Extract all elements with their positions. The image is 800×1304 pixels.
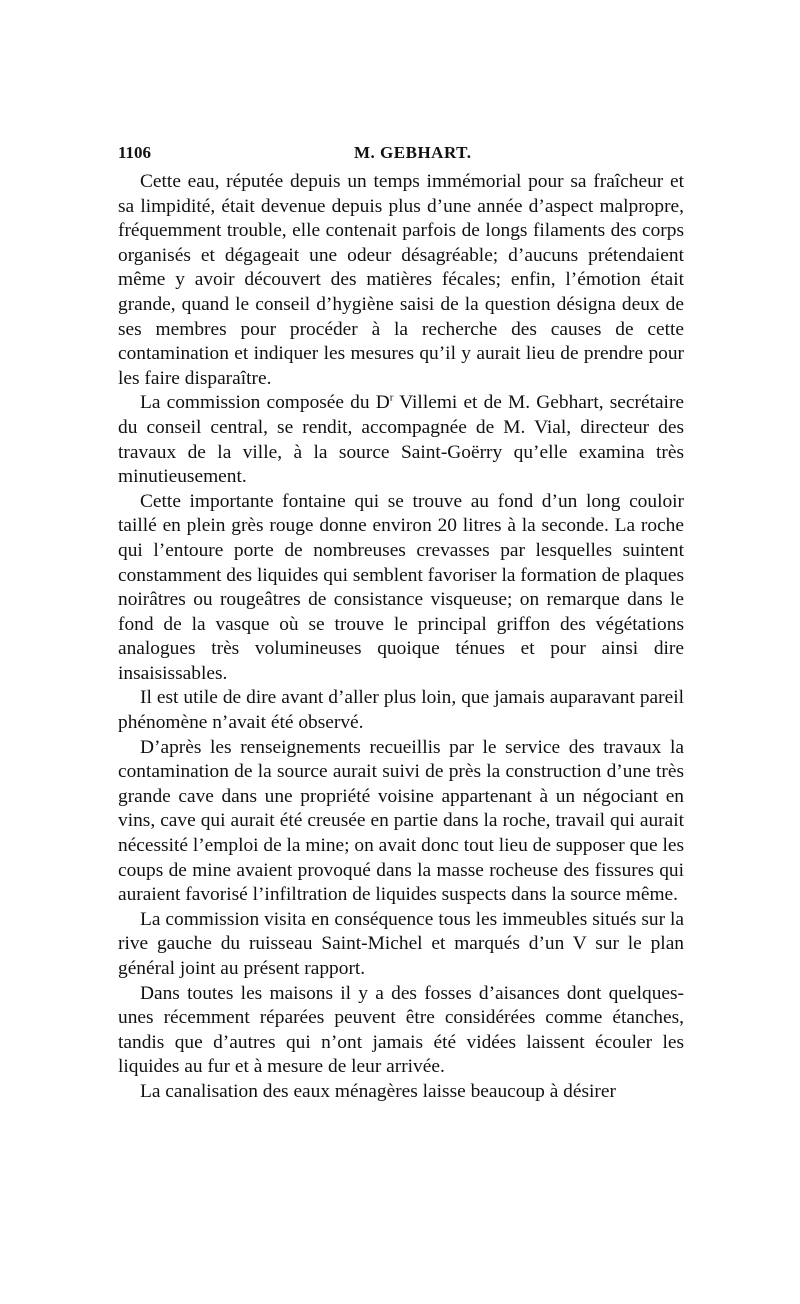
paragraph-8: La canalisation des eaux ménagères laisse beaucoup à désirer [140, 1080, 616, 1102]
paragraph-2-superscript: r [389, 391, 394, 404]
paragraph-3: Cette importante fontaine qui se trouve au fond d’un long couloir taillé en plein grès rouge donne environ 20 litres à la seconde. La roche qui l’entoure porte de nombreuses crevasses par lesquelles suintent constamment des liquides qui semblent favoriser la formation de plaques noirâtres ou rougeâtres de consistance visqueuse; on remarque dans le fond de la vasque où se trouve le principal griffon des végétations analogues très volumineuses quoique ténues et pour ainsi dire insaisissables. [118, 490, 684, 684]
paragraph-2 [118, 391, 684, 489]
page-number: 1106 [118, 143, 152, 162]
paragraph-1: Cette eau, réputée depuis un temps immémorial pour sa fraîcheur et sa limpidité, était devenue depuis plus d’une année d’aspect malpropre, fréquemment trouble, elle contenait parfois de longs filaments des corps organisés et dégageait une odeur désagréable; d’aucuns prétendaient même y avoir découvert des matières fécales; enfin, l’émotion était grande, quand le conseil d’hygiène saisi de la question désigna deux de ses membres pour procéder à la recherche des causes de cette contamination et indiquer les mesures qu’il y aurait lieu de prendre pour les faire disparaître. [118, 171, 684, 389]
body-text [118, 170, 684, 1105]
running-head-author: M. GEBHART. [354, 143, 472, 162]
paragraph-7: Dans toutes les maisons il y a des fosses d’aisances dont quelques-unes récemment réparées peuvent être considérées comme étanches, tandis que d’autres qui n’ont jamais été vidées laissent écouler les liquides au fur et à mesure de leur arrivée. [118, 982, 684, 1078]
paragraph-2-after: Villemi et de M. Gebhart, secrétaire du conseil central, se rendit, accompagnée de M. Vial, directeur des travaux de la ville, à la source Saint-Goërry qu’elle examina très minutieusement. [118, 392, 685, 488]
running-head [118, 143, 678, 169]
paragraph-5: D’après les renseignements recueillis par le service des travaux la contamination de la source aurait suivi de près la construction d’une très grande cave dans une propriété voisine appartenant à un négociant en vins, cave qui aurait été creusée en partie dans la roche, travail qui aurait nécessité l’emploi de la mine; on avait donc tout lieu de supposer que les coups de mine avaient provoqué dans la masse rocheuse des fissures qui auraient favorisé l’infiltration de liquides suspects dans la source même. [118, 736, 684, 906]
paragraph-4: Il est utile de dire avant d’aller plus loin, que jamais auparavant pareil phénomène n’avait été observé. [118, 687, 684, 734]
paragraph-2-before: La commission composée du D [140, 392, 390, 414]
paragraph-6: La commission visita en conséquence tous les immeubles situés sur la rive gauche du ruisseau Saint-Michel et marqués d’un V sur le plan général joint au présent rapport. [118, 908, 684, 979]
